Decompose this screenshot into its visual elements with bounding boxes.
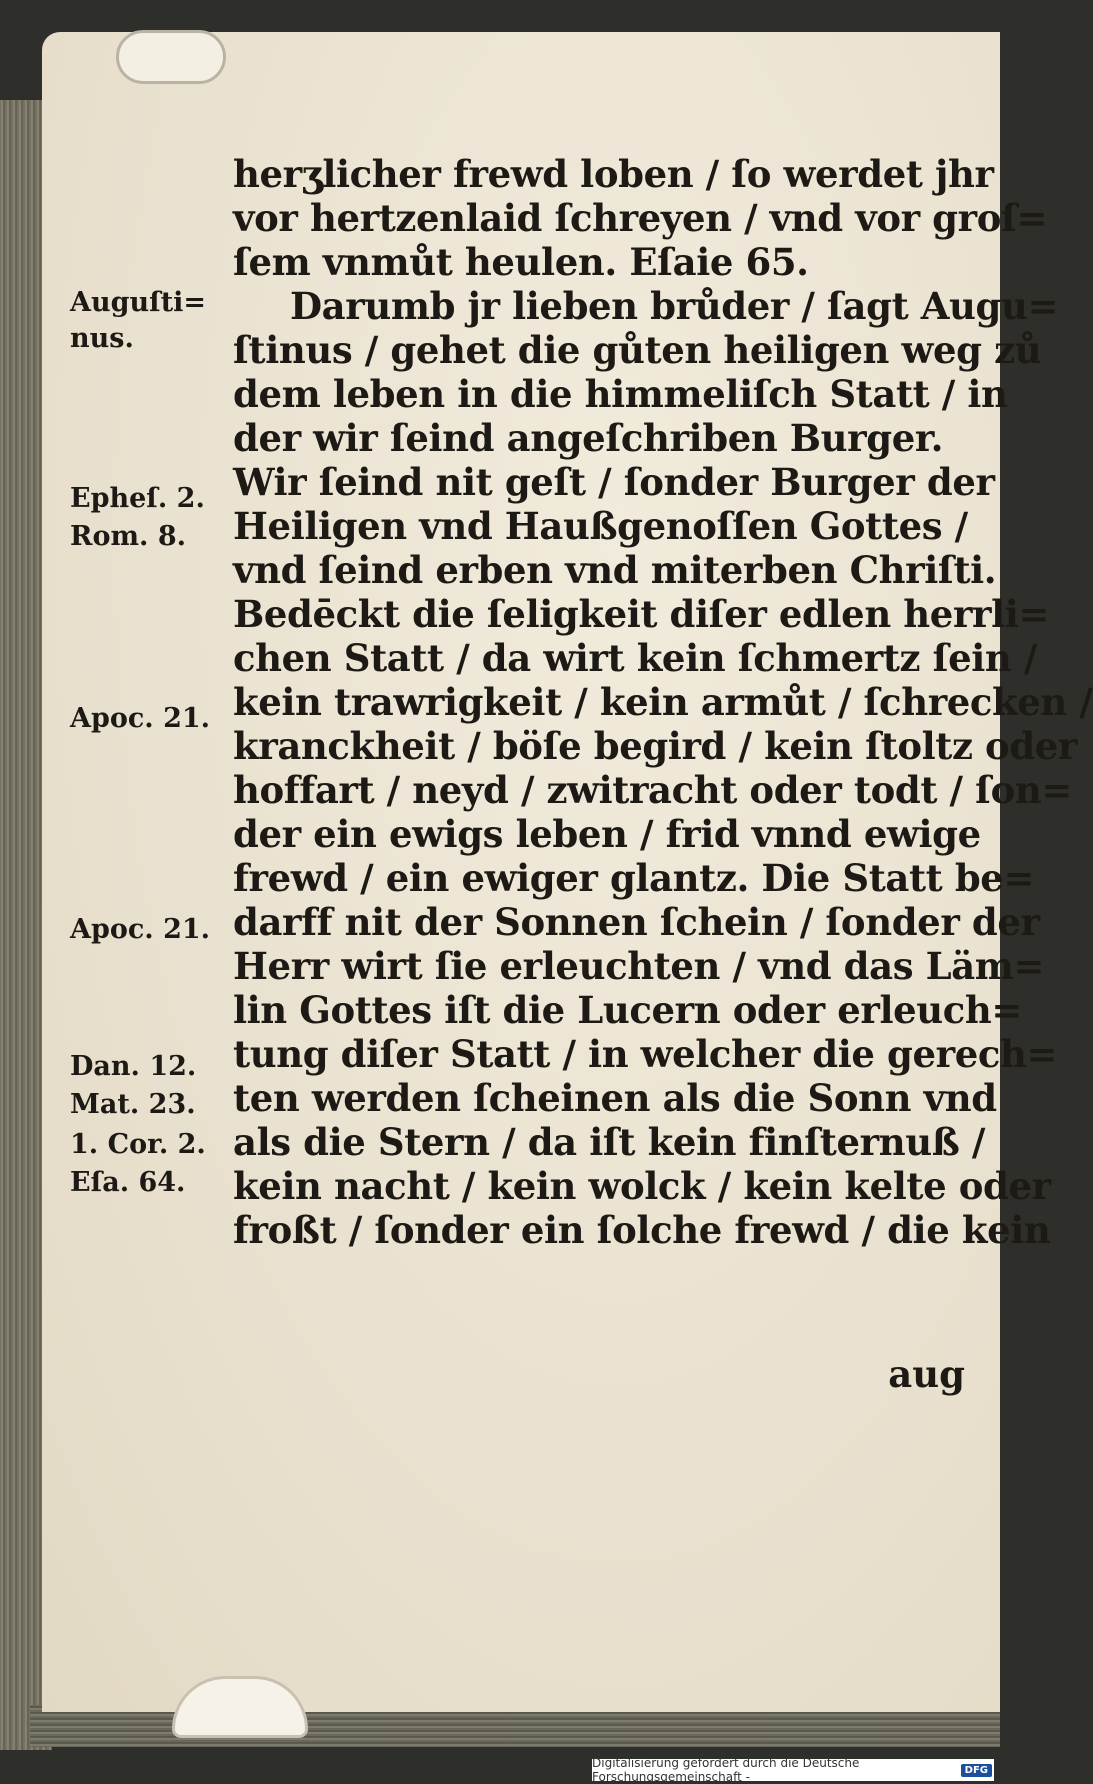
margin-note: Apoc. 21. — [70, 703, 211, 734]
text-line: als die Stern / da iſt kein finſternuß / — [233, 1120, 986, 1164]
text-line: Wir ſeind nit geſt / ſonder Burger der — [233, 460, 995, 504]
text-line: herʒlicher frewd loben / ſo werdet jhr — [233, 152, 994, 196]
text-line: tung diſer Statt / in welcher die gerech= — [233, 1032, 1058, 1076]
digitization-footer — [592, 1756, 994, 1784]
text-line: dem leben in die himmeliſch Statt / in — [233, 372, 1008, 416]
text-line: chen Statt / da wirt kein ſchmertz ſein / — [233, 636, 1038, 680]
dfg-logo: DFG — [961, 1764, 992, 1777]
text-line: hoffart / neyd / zwitracht oder todt / ſon= — [233, 768, 1072, 812]
text-line: der ein ewigs leben / frid vnnd ewige — [233, 812, 981, 856]
margin-note: Dan. 12. — [70, 1051, 197, 1082]
text-line: Bedēckt die ſeligkeit diſer edlen herrli= — [233, 592, 1050, 636]
text-line: ſem vnmůt heulen. Eſaie 65. — [233, 240, 809, 284]
text-line: frewd / ein ewiger glantz. Die Statt be= — [233, 856, 1035, 900]
margin-note: Mat. 23. — [70, 1089, 196, 1120]
text-line: der wir ſeind angeſchriben Burger. — [233, 416, 944, 460]
text-line: ſtinus / gehet die gůten heiligen weg zů — [233, 328, 1042, 372]
text-line: kein trawrigkeit / kein armůt / ſchrecken / — [233, 680, 1093, 724]
margin-note: Apoc. 21. — [70, 914, 211, 945]
text-line: Darumb jr lieben brůder / ſagt Augu= — [290, 284, 1059, 328]
margin-note: Eſa. 64. — [70, 1167, 186, 1198]
text-line: darff nit der Sonnen ſchein / ſonder der — [233, 900, 1040, 944]
margin-note: nus. — [70, 323, 134, 354]
text-line: lin Gottes iſt die Lucern oder erleuch= — [233, 988, 1022, 1032]
margin-note: Auguſti= — [70, 287, 207, 318]
text-line: kranckheit / böſe begird / kein ſtoltz oder — [233, 724, 1078, 768]
text-line: Heiligen vnd Haußgenoſſen Gottes / — [233, 504, 968, 548]
catchword: aug — [888, 1352, 965, 1396]
text-line: vnd ſeind erben vnd miterben Chriſti. — [233, 548, 997, 592]
text-line: ten werden ſcheinen als die Sonn vnd — [233, 1076, 997, 1120]
text-line: Herr wirt ſie erleuchten / vnd das Läm= — [233, 944, 1045, 988]
margin-note: Epheſ. 2. — [70, 483, 205, 514]
margin-note: 1. Cor. 2. — [70, 1129, 206, 1160]
margin-note: Rom. 8. — [70, 521, 187, 552]
text-line: vor hertzenlaid ſchreyen / vnd vor groſ= — [233, 196, 1048, 240]
text-line: froßt / ſonder ein ſolche frewd / die kein — [233, 1208, 1051, 1252]
footer-text: Digitalisierung gefördert durch die Deutsche Forschungsgemeinschaft - — [592, 1756, 860, 1784]
text-line: kein nacht / kein wolck / kein kelte oder — [233, 1164, 1051, 1208]
